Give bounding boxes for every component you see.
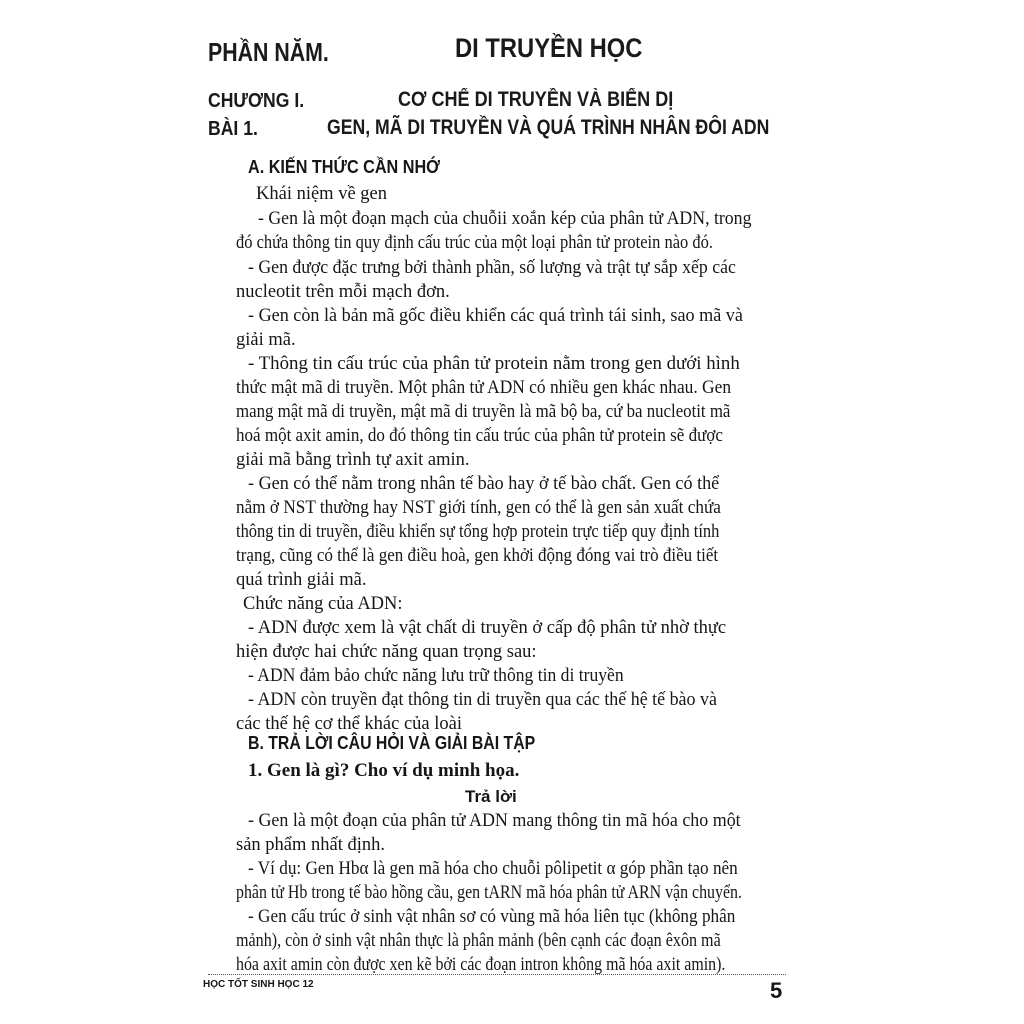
lesson-title: GEN, MÃ DI TRUYỀN VÀ QUÁ TRÌNH NHÂN ĐÔI ADN: [327, 116, 770, 139]
paragraph-line: quá trình giải mã.: [236, 570, 367, 590]
paragraph-line: Chức năng của ADN:: [243, 594, 403, 614]
paragraph-line: giải mã bằng trình tự axit amin.: [236, 450, 470, 470]
paragraph-line: sản phẩm nhất định.: [236, 835, 386, 855]
paragraph-line: - Gen cấu trúc ở sinh vật nhân sơ có vùng mã hóa liên tục (không phân: [248, 907, 736, 927]
paragraph-line: - Thông tin cấu trúc của phân tử protein nằm trong gen dưới hình: [248, 354, 740, 374]
paragraph-line: thông tin di truyền, điều khiển sự tổng hợp protein trực tiếp quy định tính: [236, 522, 720, 542]
paragraph-line: - Gen là một đoạn của phân tử ADN mang thông tin mã hóa cho một: [248, 811, 741, 831]
chapter-title: CƠ CHẾ DI TRUYỀN VÀ BIẾN DỊ: [398, 88, 674, 111]
paragraph-line: - Gen được đặc trưng bởi thành phần, số lượng và trật tự sắp xếp các: [248, 258, 736, 278]
part-label: PHẦN NĂM.: [208, 37, 329, 67]
footer-book-title: HỌC TỐT SINH HỌC 12: [203, 979, 314, 990]
footer-divider: [208, 974, 786, 975]
paragraph-line: nằm ở NST thường hay NST giới tính, gen có thể là gen sản xuất chứa: [236, 498, 721, 518]
paragraph-line: - Gen còn là bản mã gốc điều khiển các quá trình tái sinh, sao mã và: [248, 306, 743, 326]
page-number: 5: [770, 978, 783, 1003]
question-heading: 1. Gen là gì? Cho ví dụ minh họa.: [248, 760, 520, 781]
paragraph-line: - ADN còn truyền đạt thông tin di truyền qua các thế hệ tế bào và: [248, 690, 717, 710]
paragraph-line: phân tử Hb trong tế bào hồng cầu, gen tARN mã hóa phân tử ARN vận chuyển.: [236, 883, 742, 903]
paragraph-line: - ADN được xem là vật chất di truyền ở cấp độ phân tử nhờ thực: [248, 618, 727, 638]
paragraph-line: đó chứa thông tin quy định cấu trúc của một loại phân tử protein nào đó.: [236, 233, 713, 253]
paragraph-line: - Ví dụ: Gen Hbα là gen mã hóa cho chuỗi pôlipetit α góp phần tạo nên: [248, 859, 738, 879]
paragraph-line: - Gen là một đoạn mạch của chuỗii xoắn kép của phân tử ADN, trong: [258, 209, 752, 229]
paragraph-line: mang mật mã di truyền, mật mã di truyền là mã bộ ba, cứ ba nucleotit mã: [236, 402, 731, 422]
lesson-label: BÀI 1.: [208, 118, 258, 140]
paragraph-line: trạng, cũng có thể là gen điều hoà, gen khởi động đóng vai trò điều tiết: [236, 546, 719, 566]
paragraph-line: mảnh), còn ở sinh vật nhân thực là phân mảnh (bên cạnh các đoạn êxôn mã: [236, 931, 721, 951]
paragraph-line: giải mã.: [236, 330, 296, 350]
paragraph-line: nucleotit trên mỗi mạch đơn.: [236, 282, 450, 302]
paragraph-line: - Gen có thể nằm trong nhân tế bào hay ở tế bào chất. Gen có thể: [248, 474, 720, 494]
paragraph-line: - ADN đảm bảo chức năng lưu trữ thông tin di truyền: [248, 666, 624, 686]
paragraph-line: hoá một axit amin, do đó thông tin cấu trúc của phân tử protein sẽ được: [236, 426, 723, 446]
answer-label: Trả lời: [465, 787, 517, 806]
chapter-label: CHƯƠNG I.: [208, 90, 305, 112]
paragraph-line: hóa axit amin còn được xen kẽ bởi các đoạn intron không mã hóa axit amin).: [236, 955, 726, 975]
paragraph-line: hiện được hai chức năng quan trọng sau:: [236, 642, 537, 662]
paragraph-line: thức mật mã di truyền. Một phân tử ADN có nhiều gen khác nhau. Gen: [236, 378, 732, 398]
part-title: DI TRUYỀN HỌC: [455, 33, 643, 63]
paragraph-line: các thế hệ cơ thể khác của loài: [236, 714, 463, 734]
paragraph-line: Khái niệm về gen: [256, 184, 387, 204]
section-a-heading: A. KIẾN THỨC CẦN NHỚ: [248, 157, 440, 177]
section-b-heading: B. TRẢ LỜI CÂU HỎI VÀ GIẢI BÀI TẬP: [248, 733, 536, 753]
